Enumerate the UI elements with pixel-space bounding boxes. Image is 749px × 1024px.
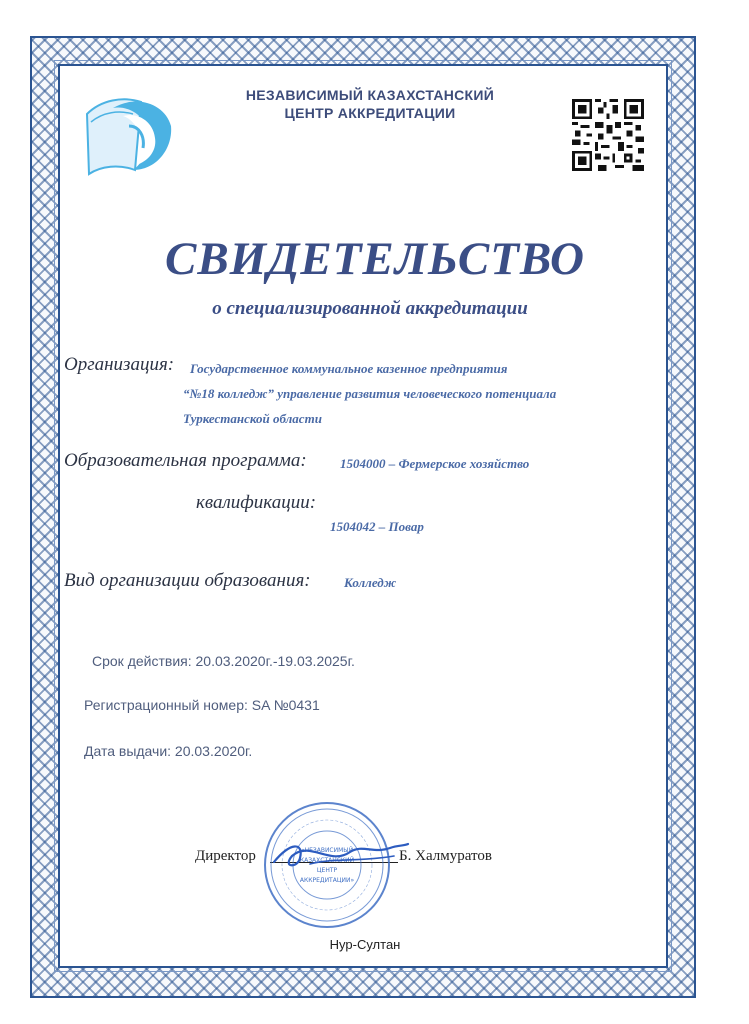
registration-number: Регистрационный номер: SA №0431 <box>84 697 320 713</box>
certificate-subtitle: о специализированной аккредитации <box>212 298 528 319</box>
organization-line-2: “№18 колледж” управление развития человеческого потенциала <box>183 386 557 401</box>
qualification-label: квалификации: <box>196 492 317 513</box>
qr-code-icon <box>572 99 644 171</box>
issue-date: Дата выдачи: 20.03.2020г. <box>84 743 253 759</box>
issuer-line-2: ЦЕНТР АККРЕДИТАЦИИ <box>284 105 456 121</box>
program-value: 1504000 – Фермерское хозяйство <box>340 456 530 471</box>
issuer-name <box>200 86 540 122</box>
stamp-line-4: АККРЕДИТАЦИИ» <box>299 877 355 884</box>
director-label: Директор <box>195 848 256 864</box>
organization-line-3: Туркестанской области <box>183 411 322 426</box>
stamp-line-2: КАЗАХСТАНСКИЙ <box>299 857 355 864</box>
org-type-label: Вид организации образования: <box>64 570 311 591</box>
validity-period: Срок действия: 20.03.2020г.-19.03.2025г. <box>92 653 355 669</box>
stamp-line-3: ЦЕНТР <box>316 867 338 874</box>
program-label: Образовательная программа: <box>64 450 307 471</box>
certificate-title: СВИДЕТЕЛЬСТВО <box>164 233 585 285</box>
organization-line-1: Государственное коммунальное казенное предприятия <box>190 361 508 376</box>
director-name: Б. Халмуратов <box>399 848 492 864</box>
org-type-value: Колледж <box>344 575 397 590</box>
organization-label: Организация: <box>64 354 175 375</box>
city-name: Нур-Султан <box>329 937 401 952</box>
accreditation-center-logo <box>83 86 175 178</box>
stamp-line-1: «НЕЗАВИСИМЫЙ <box>300 847 354 854</box>
issuer-line-1: НЕЗАВИСИМЫЙ КАЗАХСТАНСКИЙ <box>245 87 495 103</box>
qualification-value: 1504042 – Повар <box>330 519 424 534</box>
handwritten-signature <box>270 836 410 876</box>
